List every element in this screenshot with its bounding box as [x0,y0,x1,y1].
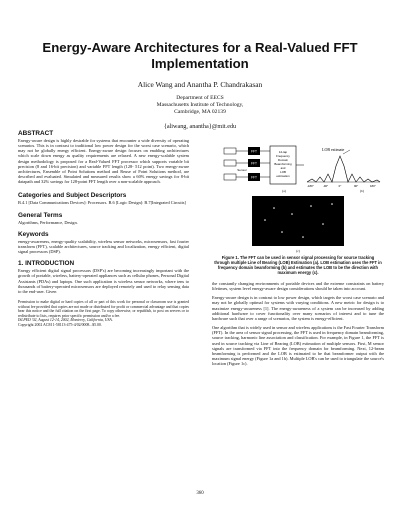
introduction-heading: 1. INTRODUCTION [18,260,75,268]
sensor-dot [310,205,312,207]
author-email: {aliwang, anantha}@mit.edu [163,123,237,130]
copyright-note: Copyright 2002 ACM 1-58113-475-4/02/0008...$5.00. [18,322,102,327]
fft-label: FFT [251,161,257,166]
figure-caption: Figure 1. The FFT can be used in sensor signal processing for source tracking through multiple Line of Bearing (LOB) Estimation (a). LOB estimation uses the FFT in frequency domain beamforming (b) and estimates the LOB to be the direction with maximum energy (c). [214,255,382,275]
affiliation-line: Department of EECS [176,95,224,101]
sensor-block [224,174,236,180]
conference-note: ISLPED '02, August 12-14, 2002, Monterey, California, USA. [18,318,113,323]
body-paragraph: the constantly changing environments of portable devices and the extreme constraints on battery lifetimes, system level energy-aware design considerations should be taken into account. [212,281,384,292]
subfigure-label-b: (b) [360,189,364,193]
lob-label: LOB estimate [322,147,345,152]
sensor-dot [281,231,283,233]
author-affiliation [40,95,360,117]
box-line: Beamforming [274,162,292,166]
permission-text: Permission to make digital or hard copies of all or part of this work for personal or classroom use is granted without fee provided that copies are not made or distributed for profit or commercial advantage and that copies bear this notice and the full citation on the first page. To copy otherwise, or republish, to post on servers or to redistribute to lists, requires prior specific permission and/or a fee. [18,299,189,318]
sensor-fft-chain [224,147,270,181]
beam-pattern-plot [307,147,380,188]
beamforming-box [270,146,304,184]
abstract-text: Energy-aware design is highly desirable for systems that encounter a wide diversity of operating scenarios. This is in contrast to traditional low power design for the worst case scenario, which may not be globally energy efficient. Energy-aware design focuses on enabling architectures which scale down energy as quality requirements are relaxed. A new energy-scalable system design methodology is proposed for a Real-Valued FFT processor which supports variable bit precision (8 and 16-bit precision) and variable FFT length (128- 512 point). Two energy-aware architectures, Ensemble of Point Solutions method and Reuse of Point Solutions method, are described and evaluated. Simulated and measured results show a 60% energy savings for 8-bit datapath and 32% savings for 128-point FFT length over a non-scalable approach. [18,138,189,185]
axis-tick-label: -90° [323,184,329,188]
abstract-heading: ABSTRACT [18,130,54,137]
fft-label: FFT [251,149,257,154]
box-line: Domain [278,158,288,162]
axis-tick-label: 0° [338,184,342,188]
box-line: and [280,166,286,170]
keywords-text: energy-awareness, energy-quality scalability, wireless sensor networks, microsensors, fast fourier transform (FFT), scalable architectures, source tracking and localization, energy efficient, digital signal processors (DSP). [18,238,189,255]
permission-block [18,300,189,327]
figure-1-graphic [212,144,384,254]
beam-pattern-curve [307,156,380,182]
box-line: 12-tap [278,150,288,154]
categories-text: B.4.1 [Data Communications Devices]: Processors. B.6 [Logic Design]: B.7[Integrated Circuits] [18,200,186,206]
body-paragraph: One algorithm that is widely used in sensor and wireless applications is the Fast Fourier Transform (FFT). In the area of sensor signal processing, the FFT is used in frequency domain beamforming, source tracking, harmonic line association and classification. For example, in Figure 1, the FFT is used in source tracking via Line of Bearing (LOB) estimation of multiple sensors. First, M sensor signals are transformed via FFT into the frequency domain for beamforming. Next, 12-beam beamforming is performed and the LOB is estimated to be that beamformer output with the maximum signal energy (Figure 1a and 1b). Multiple LOB's can be used to triangulate the source's location (Figure 1c). [212,325,384,367]
introduction-text: Energy efficient digital signal processors (DSP's) are becoming increasingly important with the growth of portable, wireless, battery-operated appliances such as cellular phones, Personal Digital Assistants (PDAs) and laptops. One such application is wireless sensor networks, where tens to thousands of battery-operated microsensors are deployed remotely and used to relay sensing data to the end-user. Given [18,268,189,294]
box-line: LOB [280,170,286,174]
sensor-dot [273,207,275,209]
sensor-dot [302,236,304,238]
keywords-heading: Keywords [18,230,49,238]
general-terms-heading: General Terms [18,211,63,219]
figure-1 [212,144,384,254]
subfigure-label-c: (c) [296,249,300,253]
body-paragraph: Energy-aware design is in contrast to low power design, which targets the worst case scenario and may not be globally optimal for systems with varying conditions. A new metric for design is to maximize energy-awareness [1]. The energy-awareness of a system can be increased by adding additional hardware to cover functionality over many scenarios of interest and to tune the hardware such that over a range of scenarios, the system is energy-efficient. [212,295,384,321]
axis-tick-label: 180° [370,184,376,188]
box-line: estimation [276,174,290,178]
left-column [18,130,189,327]
sensor-label: Sensor [237,168,247,172]
sensor-block [224,160,236,166]
sensor-dot [291,213,293,215]
sensor-dot [331,203,333,205]
axis-tick-label: 90° [354,184,359,188]
page-number: 360 [196,491,204,496]
sensor-dot [264,219,266,221]
general-terms-text: Algorithms, Performance, Design. [18,219,78,225]
fft-label: FFT [251,175,257,180]
paper-authors: Alice Wang and Anantha P. Chandrakasan [137,80,263,89]
box-line: Frequency [276,154,290,158]
affiliation-line: Massachusetts Institute of Technology, [156,102,244,109]
triangulation-field [252,196,344,246]
field-background [252,196,344,246]
categories-heading: Categories and Subject Descriptors [18,192,127,200]
sensor-dot [322,223,324,225]
axis-tick-label: -180° [307,184,314,188]
sensor-block [224,148,236,154]
paper-title: Energy-Aware Architectures for a Real-Valued FFT Implementation [42,40,358,71]
right-column [212,281,384,366]
affiliation-line: Cambridge, MA 02139 [174,109,226,116]
subfigure-label-a: (a) [282,189,286,193]
